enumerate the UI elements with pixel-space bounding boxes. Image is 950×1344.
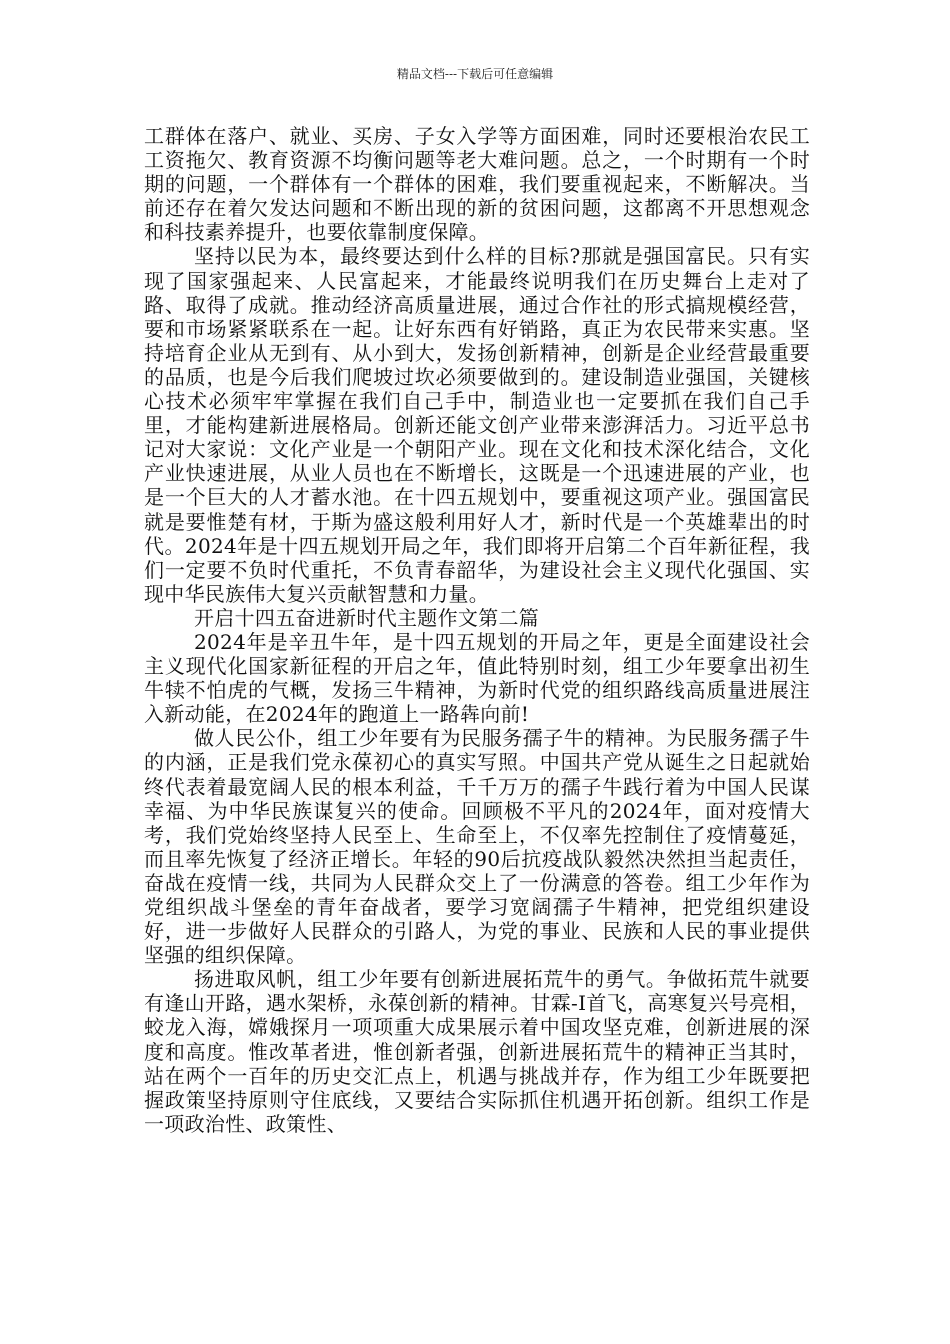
paragraph-strong-nation: 坚持以民为本，最终要达到什么样的目标?那就是强国富民。只有实现了国家强起来、人民富起来，才能最终说明我们在历史舞台上走对了路、取得了成就。推动经济高质量进展，通过合作社的形式搞规模经营，要和市场紧紧联系在一起。让好东西有好销路，真正为农民带来实惠。坚持培育企业从无到有、从小到大，发扬创新精神，创新是企业经营最重要的品质，也是今后我们爬坡过坎必须要做到的。建设制造业强国，关键核心技术必须牢牢掌握在我们自己手中，制造业也一定要抓在我们自己手里，才能构建新进展格局。创新还能文创产业带来澎湃活力。习近平总书记对大家说：文化产业是一个朝阳产业。现在文化和技术深化结合，文化产业快速进展，从业人员也在不断增长，这既是一个迅速进展的产业，也是一个巨大的人才蓄水池。在十四五规划中，要重视这项产业。强国富民就是要惟楚有材，于斯为盛这般利用好人才，新时代是一个英雄辈出的时代。2024年是十四五规划开局之年，我们即将开启第二个百年新征程，我们一定要不负时代重托，不负青春韶华，为建设社会主义现代化强国、实现中华民族伟大复兴贡献智慧和力量。 (144, 244, 810, 606)
paragraph-continuation: 工群体在落户、就业、买房、子女入学等方面困难，同时还要根治农民工工资拖欠、教育资源不均衡问题等老大难问题。总之，一个时期有一个时期的问题，一个群体有一个群体的困难，我们要重视起来，不断解决。当前还存在着欠发达问题和不断出现的新的贫困问题，这都离不开思想观念和科技素养提升，也要依靠制度保障。 (144, 124, 810, 245)
paragraph-innovation: 扬进取风帆，组工少年要有创新进展拓荒牛的勇气。争做拓荒牛就要有逢山开路，遇水架桥，永葆创新的精神。甘霖-I首飞，高寒复兴号亮相，蛟龙入海，嫦娥探月一项项重大成果展示着中国攻坚克难，创新进展的深度和高度。惟改革者进，惟创新者强，创新进展拓荒牛的精神正当其时，站在两个一百年的历史交汇点上，机遇与挑战并存，作为组工少年既要把握政策坚持原则守住底线，又要结合实际抓住机遇开拓创新。组织工作是一项政治性、政策性、 (144, 967, 810, 1136)
document-body (144, 124, 810, 1136)
paragraph-servant: 做人民公仆，组工少年要有为民服务孺子牛的精神。为民服务孺子牛的内涵，正是我们党永葆初心的真实写照。中国共产党从诞生之日起就始终代表着最宽阔人民的根本利益，千千万万的孺子牛践行着为中国人民谋幸福、为中华民族谋复兴的使命。回顾极不平凡的2024年，面对疫情大考，我们党始终坚持人民至上、生命至上，不仅率先控制住了疫情蔓延，而且率先恢复了经济正增长。年轻的90后抗疫战队毅然决然担当起责任，奋战在疫情一线，共同为人民群众交上了一份满意的答卷。组工少年作为党组织战斗堡垒的青年奋战者，要学习宽阔孺子牛精神，把党组织建设好，进一步做好人民群众的引路人，为党的事业、民族和人民的事业提供坚强的组织保障。 (144, 726, 810, 968)
paragraph-intro: 2024年是辛丑牛年，是十四五规划的开局之年，更是全面建设社会主义现代化国家新征程的开启之年，值此特别时刻，组工少年要拿出初生牛犊不怕虎的气概，发扬三牛精神，为新时代党的组织路线高质量进展注入新动能，在2024年的跑道上一路犇向前! (144, 629, 810, 727)
page-header: 精品文档---下载后可任意编辑 (396, 67, 554, 81)
section-heading: 开启十四五奋进新时代主题作文第二篇 (194, 605, 540, 630)
